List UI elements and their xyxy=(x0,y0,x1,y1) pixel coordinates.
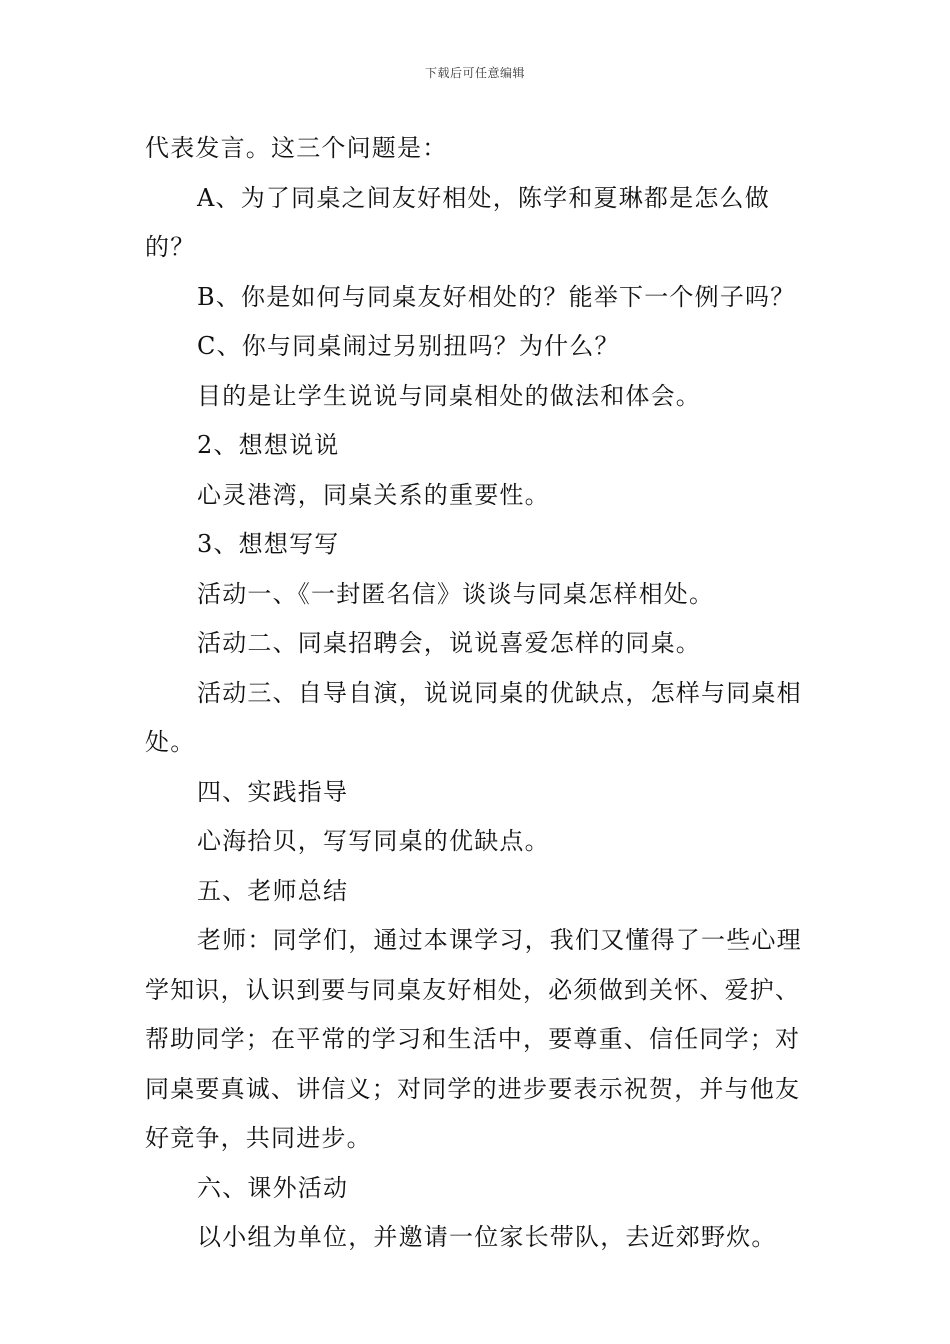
section-heading: 3、想想写写 xyxy=(197,530,340,558)
paragraph: 心灵港湾，同桌关系的重要性。 xyxy=(197,480,550,509)
section-heading: 六、课外活动 xyxy=(197,1173,349,1202)
document-body xyxy=(145,124,815,1263)
section-heading: 四、实践指导 xyxy=(197,777,349,806)
paragraph: 老师：同学们，通过本课学习，我们又懂得了一些心理学知识，认识到要与同桌友好相处，必须做到关怀、爱护、帮助同学；在平常的学习和生活中，要尊重、信任同学；对同桌要真诚、讲信义；对同学的进步要表示祝贺，并与他友好竞争，共同进步。 xyxy=(145,926,802,1152)
paragraph: C、你与同桌闹过另别扭吗？为什么？ xyxy=(197,332,620,360)
section-heading: 2、想想说说 xyxy=(197,431,340,459)
paragraph: 代表发言。这三个问题是： xyxy=(145,134,448,162)
section-heading: 五、老师总结 xyxy=(197,876,349,905)
page-header: 下载后可任意编辑 xyxy=(424,66,525,80)
paragraph: 活动二、同桌招聘会，说说喜爱怎样的同桌。 xyxy=(197,629,701,657)
paragraph: 心海拾贝，写写同桌的优缺点。 xyxy=(197,827,550,855)
paragraph: 活动三、自导自演，说说同桌的优缺点，怎样与同桌相处。 xyxy=(145,678,802,756)
paragraph: B、你是如何与同桌友好相处的？能举下一个例子吗？ xyxy=(197,282,796,311)
paragraph: 活动一、《一封匿名信》谈谈与同桌怎样相处。 xyxy=(197,579,715,608)
paragraph: 以小组为单位，并邀请一位家长带队，去近郊野炊。 xyxy=(197,1223,777,1251)
paragraph: 目的是让学生说说与同桌相处的做法和体会。 xyxy=(197,381,701,410)
paragraph: A、为了同桌之间友好相处，陈学和夏琳都是怎么做的？ xyxy=(145,183,770,261)
